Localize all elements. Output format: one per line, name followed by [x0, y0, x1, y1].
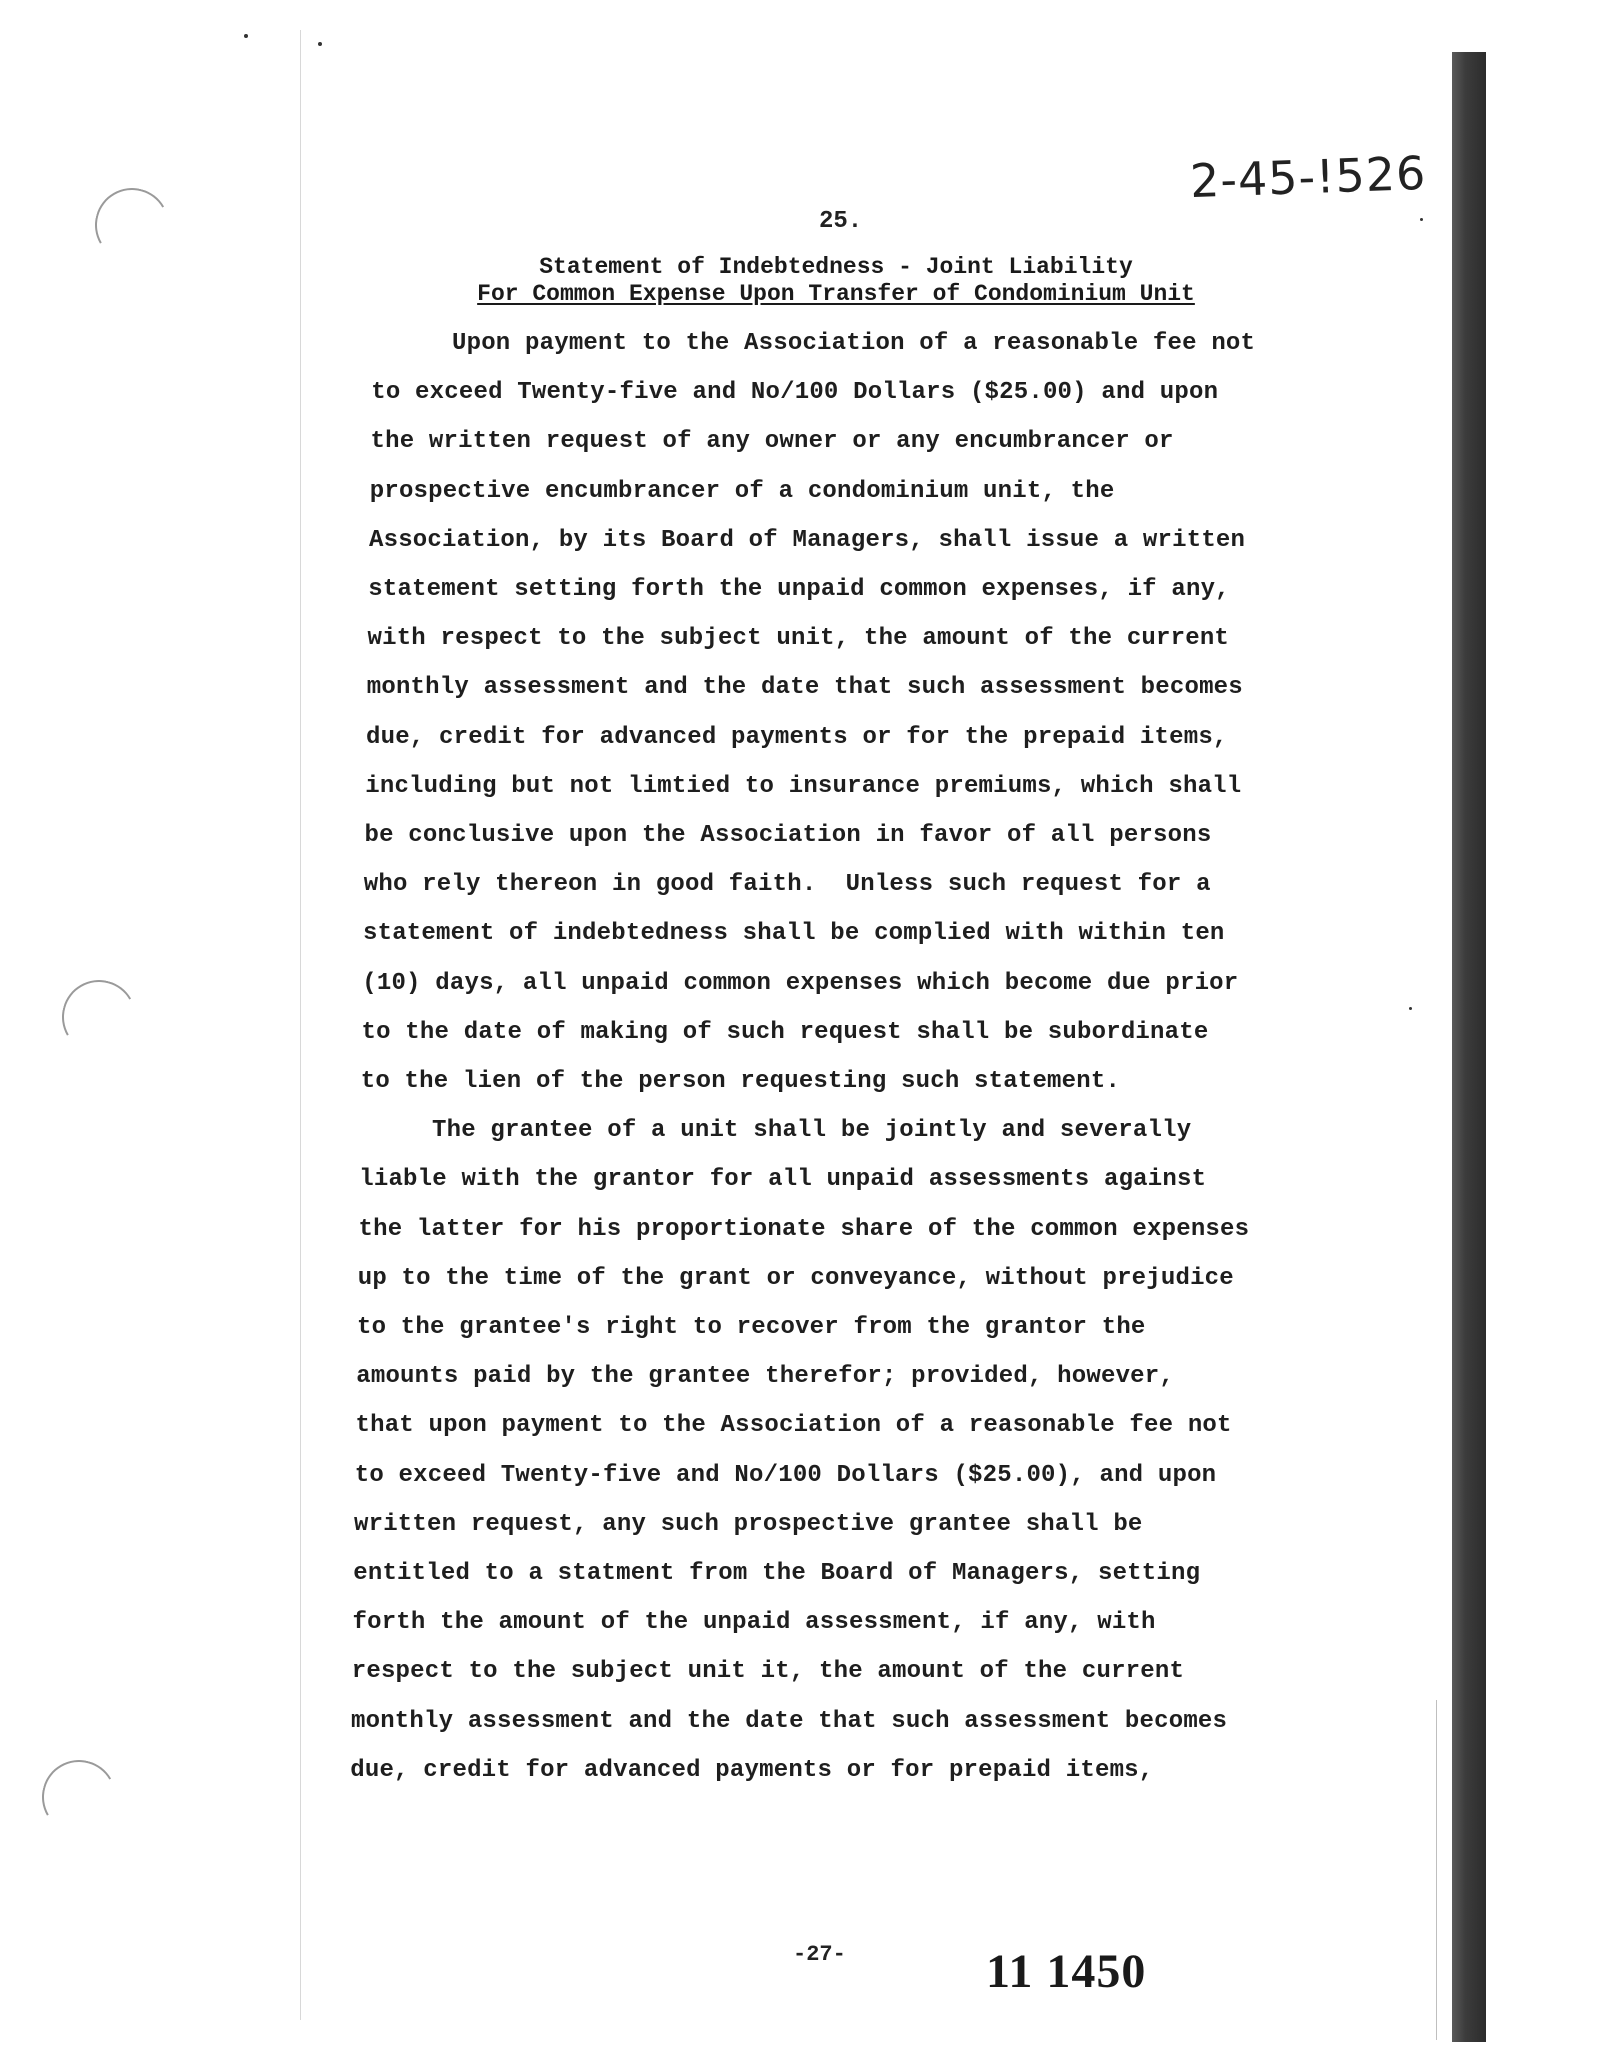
body-line: to the grantee's right to recover from the grantor the	[357, 1314, 1146, 1341]
scan-speck	[318, 42, 322, 46]
scan-speck	[1420, 218, 1423, 221]
body-line: to exceed Twenty-five and No/100 Dollars ($25.00) and upon	[371, 379, 1219, 407]
scan-speck	[244, 34, 248, 38]
scan-speck	[1409, 1007, 1412, 1010]
body-line: entitled to a statment from the Board of Managers, setting	[353, 1560, 1201, 1587]
body-line: Upon payment to the Association of a reasonable fee not	[452, 330, 1256, 357]
body-line: to the date of making of such request shall be subordinate	[361, 1018, 1209, 1046]
body-line: statement of indebtedness shall be complied with within ten	[363, 920, 1225, 948]
body-line: forth the amount of the unpaid assessment, if any, with	[352, 1609, 1156, 1637]
binder-hole	[87, 180, 178, 271]
body-line: prospective encumbrancer of a condominium unit, the	[369, 477, 1115, 505]
body-line: amounts paid by the grantee therefor; provided, however,	[356, 1363, 1174, 1391]
scan-edge-shadow	[1452, 52, 1486, 2042]
scan-edge-line	[1436, 1700, 1437, 2040]
body-line: statement setting forth the unpaid common expenses, if any,	[368, 576, 1230, 603]
margin-rule	[300, 30, 301, 2020]
body-line: due, credit for advanced payments or for prepaid items,	[350, 1756, 1154, 1784]
footer-page-number: -27-	[793, 1942, 846, 1967]
body-line: The grantee of a unit shall be jointly and severally	[432, 1117, 1192, 1145]
body-line: Association, by its Board of Managers, shall issue a written	[369, 526, 1246, 554]
body-line: that upon payment to the Association of a reasonable fee not	[355, 1412, 1232, 1440]
body-line: due, credit for advanced payments or for the prepaid items,	[366, 723, 1228, 751]
body-line: respect to the subject unit it, the amount of the current	[351, 1658, 1185, 1686]
heading-line-2: For Common Expense Upon Transfer of Condominium Unit	[477, 281, 1195, 307]
body-line: including but not limtied to insurance premiums, which shall	[365, 772, 1242, 800]
page-number: 25.	[819, 208, 863, 235]
recording-stamp-top: 2-45-!526	[1189, 145, 1428, 209]
body-line: monthly assessment and the date that such assessment becomes	[351, 1707, 1228, 1735]
body-line: with respect to the subject unit, the amount of the current	[367, 625, 1230, 653]
body-line: monthly assessment and the date that such assessment becomes	[366, 674, 1243, 702]
binder-hole	[54, 972, 145, 1063]
body-line: to exceed Twenty-five and No/100 Dollars ($25.00), and upon	[354, 1461, 1217, 1489]
body-line: liable with the grantor for all unpaid assessments against	[359, 1166, 1207, 1194]
binder-hole	[34, 1752, 125, 1843]
section-heading	[436, 254, 1236, 308]
body-line: who rely thereon in good faith. Unless such request for a	[363, 871, 1211, 899]
body-line: the latter for his proportionate share of the common expenses	[358, 1215, 1250, 1243]
recording-stamp-bottom: 11 1450	[986, 1945, 1147, 1998]
body-line: to the lien of the person requesting such statement.	[360, 1068, 1121, 1095]
body-line: be conclusive upon the Association in favor of all persons	[364, 822, 1212, 849]
body-line: the written request of any owner or any encumbrancer or	[370, 428, 1174, 456]
body-line: up to the time of the grant or conveyance, without prejudice	[357, 1264, 1234, 1292]
body-line: (10) days, all unpaid common expenses which become due prior	[362, 969, 1239, 997]
body-line: written request, any such prospective grantee shall be	[354, 1510, 1143, 1538]
heading-line-1: Statement of Indebtedness - Joint Liability	[539, 254, 1133, 280]
